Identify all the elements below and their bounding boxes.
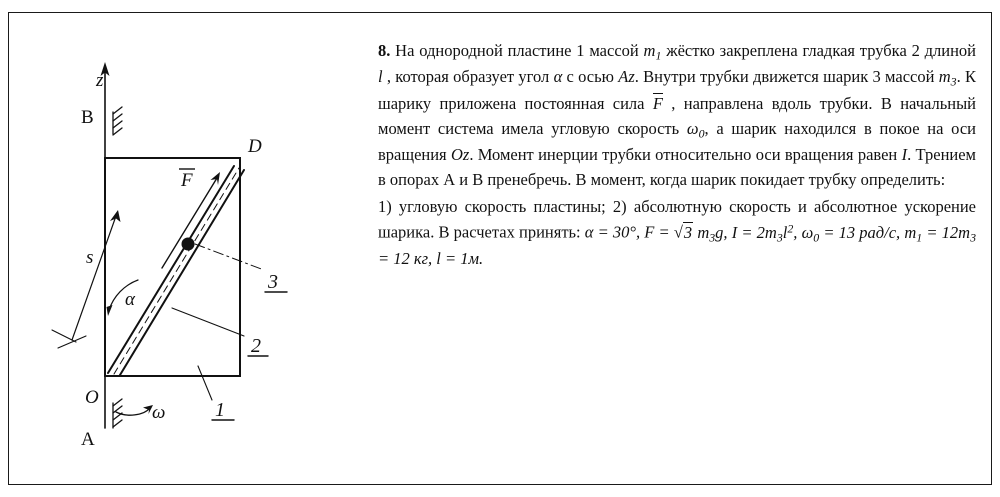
label-2-leader xyxy=(172,308,244,336)
omega-arc xyxy=(116,408,150,415)
page-top-rule xyxy=(8,12,992,13)
distance-s-tick-bottom xyxy=(58,336,86,348)
force-f-arrowhead xyxy=(211,172,221,185)
label-D: D xyxy=(248,136,262,157)
label-A: A xyxy=(81,429,95,450)
angle-alpha-arrowhead xyxy=(107,305,113,316)
label-1-leader xyxy=(198,366,212,400)
label-s: s xyxy=(86,247,94,268)
label-3: 3 xyxy=(268,271,278,293)
label-F: F xyxy=(181,170,193,191)
force-f-arrow-line xyxy=(162,178,217,268)
mechanics-figure xyxy=(12,18,362,473)
bearing-b xyxy=(113,107,122,135)
problem-paragraph-1: 8. На однородной пластине 1 массой $m_1$ жёстко закреплена гладкая трубка 2 длиной l , которая образует угол α с осью Az. Внутри трубки движется шарик 3 массой $m_3$. К шарику приложена постоянная сила F , направлена вдоль трубки. В начальный момент система имела угловую скорость $\omega_0$, а шарик находился в покое на оси вращения Oz. Момент инерции трубки относительно оси вращения равен I. Трением в опорах А и В пренебречь. В момент, когда шарик покидает трубку определить: xyxy=(378,41,976,190)
label-2: 2 xyxy=(251,335,261,357)
tube-centerline xyxy=(114,168,239,374)
page-bottom-rule xyxy=(8,484,992,485)
label-omega: ω xyxy=(152,402,166,423)
problem-text-panel xyxy=(378,38,976,273)
label-1: 1 xyxy=(215,399,225,421)
label-B: B xyxy=(81,107,94,128)
label-alpha: α xyxy=(125,289,135,310)
label-O: O xyxy=(85,387,99,408)
ball-3 xyxy=(182,238,195,251)
distance-s-arrowhead xyxy=(110,210,121,222)
distance-s-tick-bottom2 xyxy=(52,330,76,342)
page-right-rule xyxy=(991,12,992,485)
distance-s-line xyxy=(72,216,116,340)
problem-number: 8. xyxy=(378,41,391,60)
tube-edge-right xyxy=(120,170,244,375)
ball-leader-dashed xyxy=(195,244,264,270)
page-left-rule xyxy=(8,12,9,485)
label-z: z xyxy=(96,70,104,91)
problem-paragraph-2: 1) угловую скорость пластины; 2) абсолютную скорость и абсолютное ускорение шарика. В расчетах принять: α = 30°, F = √3 $m_3g$, $I = 2m_3l^2$, $\omega_0 = 13$ рад/с, $m_1 = 12m_3 = 12$ кг, l = 1м. xyxy=(378,197,976,269)
tube-edge-left xyxy=(108,166,234,373)
